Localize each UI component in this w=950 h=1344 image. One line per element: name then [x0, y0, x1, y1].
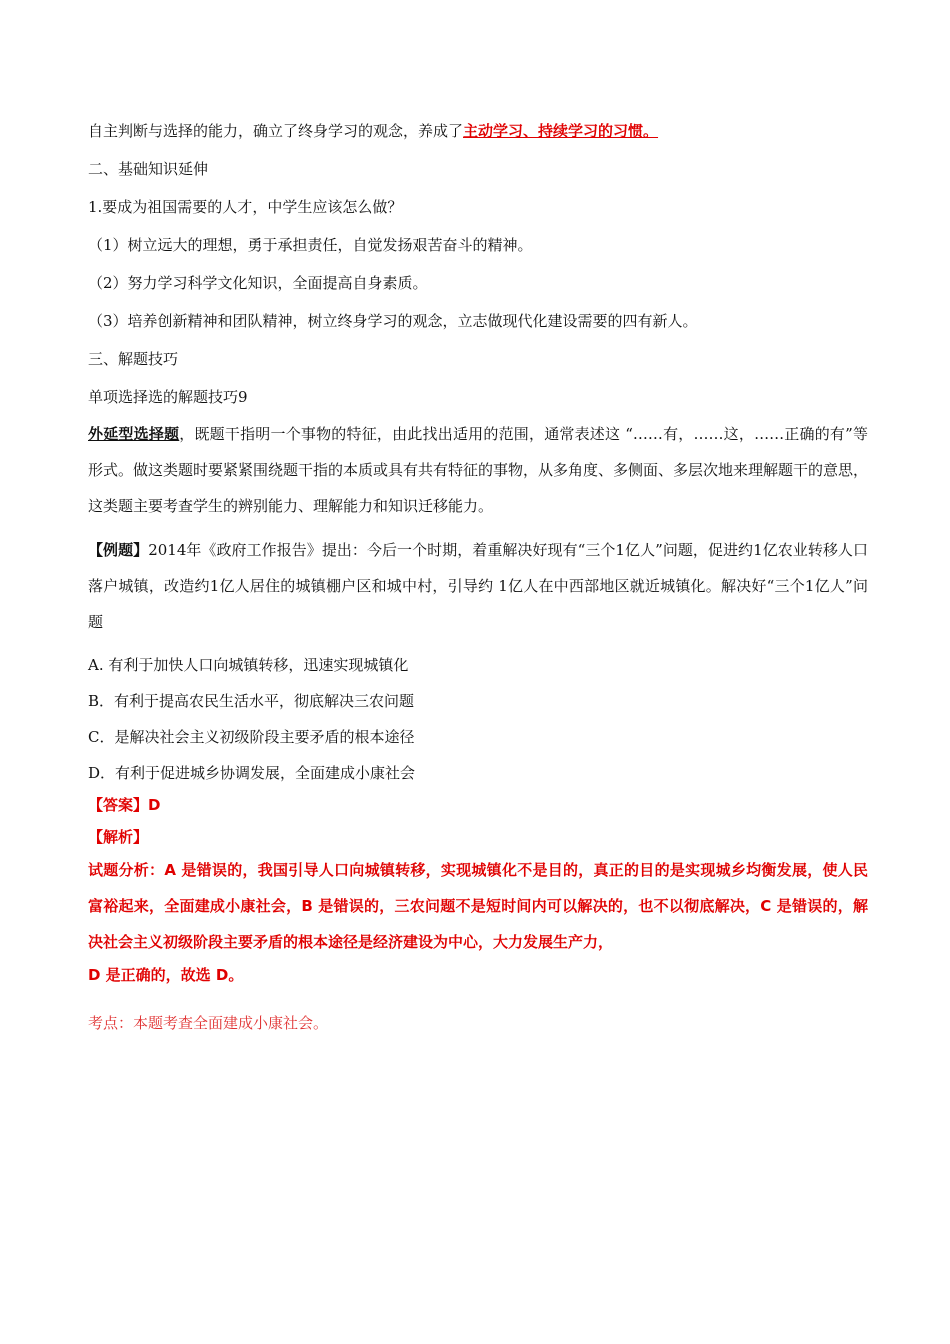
section3-description [88, 416, 868, 524]
option-b: B．有利于提高农民生活水平，彻底解决三农问题 [88, 692, 415, 710]
section3-title: 三、解题技巧 [88, 350, 179, 368]
intro-line [88, 120, 868, 142]
kaodian-line [88, 1012, 868, 1034]
option-a: A. 有利于加快人口向城镇转移，迅速实现城镇化 [88, 656, 409, 674]
document-content [88, 120, 868, 1034]
section3-term: 外延型选择题 [88, 425, 180, 443]
answer-value: D [148, 796, 161, 814]
option-d: D．有利于促进城乡协调发展，全面建成小康社会 [88, 764, 416, 782]
section2-question: 1.要成为祖国需要的人才，中学生应该怎么做？ [88, 198, 403, 216]
analysis-text: 试题分析：A 是错误的，我国引导人口向城镇转移，实现城镇化不是目的，真正的目的是实现城乡均衡发展，使人民富裕起来，全面建成小康社会，B 是错误的，三农问题不是短时间内可以解决的，也不以彻底解决，C 是错误的，解决社会主义初级阶段主要矛盾的根本途径是经济建设为中心，大力发展生产力， [88, 861, 868, 951]
section2-item-1: （1）树立远大的理想，勇于承担责任，自觉发扬艰苦奋斗的精神。 [88, 236, 533, 254]
intro-prefix: 自主判断与选择的能力，确立了终身学习的观念，养成了 [88, 122, 464, 140]
example-question [88, 532, 868, 640]
section2-item-3: （3）培养创新精神和团队精神，树立终身学习的观念，立志做现代化建设需要的四有新人。 [88, 312, 698, 330]
answer-line [88, 794, 868, 816]
example-label: 【例题】 [88, 541, 149, 559]
intro-highlight: 主动学习、持续学习的习惯。 [463, 122, 659, 140]
section2-item-2: （2）努力学习科学文化知识，全面提高自身素质。 [88, 274, 428, 292]
section3-desc: ，既题干指明一个事物的特征，由此找出适用的范围，通常表述这 “……有，……这，……正确的有”等形式。做这类题时要紧紧围绕题干指的本质或具有共有特征的事物，从多角度、多侧面、多层次地来理解题干的意思，这类题主要考查学生的辨别能力、理解能力和知识迁移能力。 [88, 425, 869, 515]
answer-label: 【答案】 [88, 796, 149, 814]
kaodian-label: 考点： [88, 1014, 134, 1032]
option-c: C．是解决社会主义初级阶段主要矛盾的根本途径 [88, 728, 415, 746]
section3-subtitle: 单项选择选的解题技巧9 [88, 388, 248, 406]
analysis-last: D 是正确的，故选 D。 [88, 966, 244, 984]
kaodian-text: 本题考查全面建成小康社会。 [133, 1014, 329, 1032]
analysis-label: 【解析】 [88, 828, 149, 846]
example-text: 2014年《政府工作报告》提出：今后一个时期，着重解决好现有“三个1亿人”问题，促进约1亿农业转移人口落户城镇，改造约1亿人居住的城镇棚户区和城中村，引导约 1亿人在中西部地区就近城镇化。解决好“三个1亿人”问题 [88, 541, 868, 631]
section2-title: 二、基础知识延伸 [88, 160, 209, 178]
